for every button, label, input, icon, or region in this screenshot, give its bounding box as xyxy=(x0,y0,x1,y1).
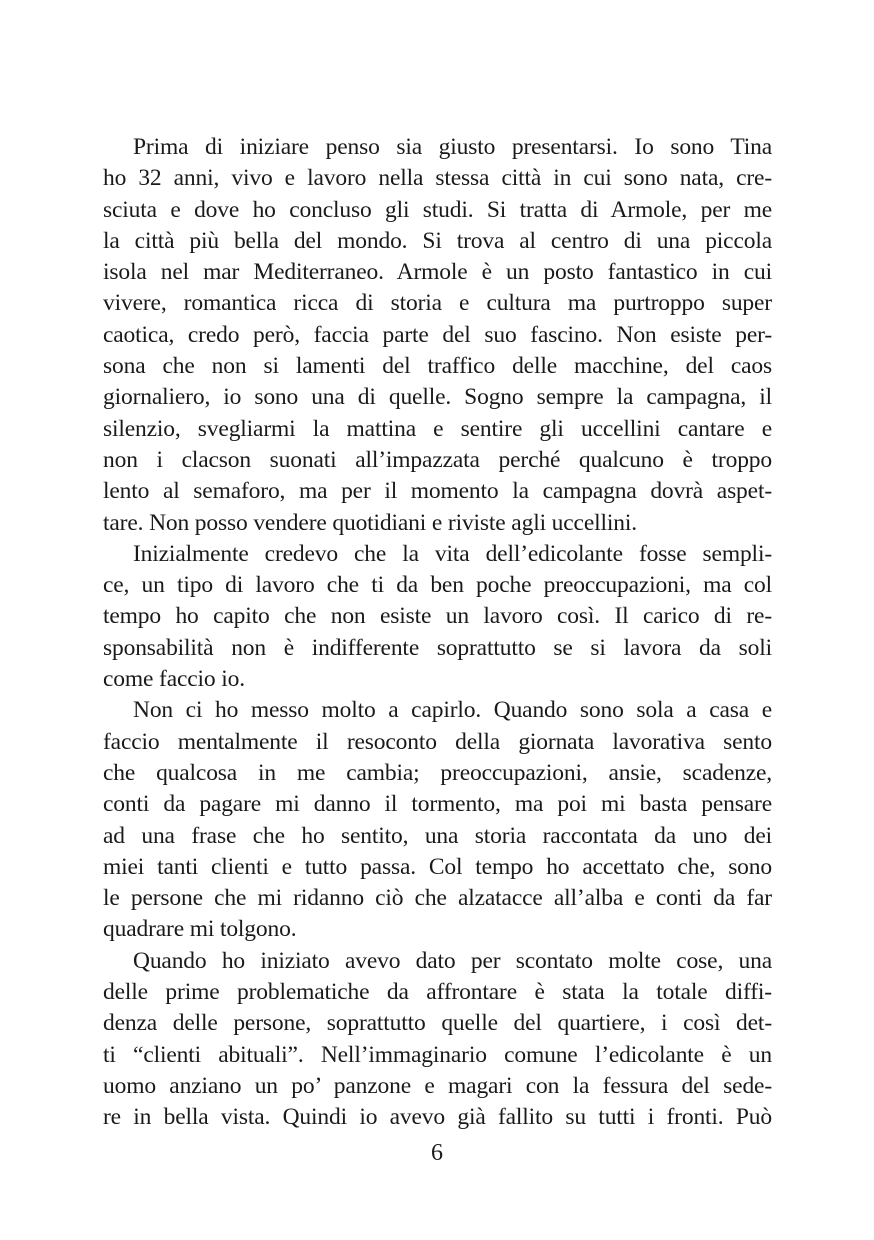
text-line: quadrare mi tolgono. xyxy=(103,916,297,943)
text-line: non i clacson suonati all’impazzata perché qualcuno è troppo xyxy=(103,446,772,473)
body-text xyxy=(103,132,772,1134)
text-line: tempo ho capito che non esiste un lavoro così. Il carico di re- xyxy=(103,603,772,630)
text-line: ad una frase che ho sentito, una storia raccontata da uno dei xyxy=(103,822,772,849)
text-line: re in bella vista. Quindi io avevo già fallito su tutti i fronti. Può xyxy=(103,1104,772,1131)
text-line: ce, un tipo di lavoro che ti da ben poche preoccupazioni, ma col xyxy=(103,572,772,599)
paragraph xyxy=(103,539,772,695)
text-line: isola nel mar Mediterraneo. Armole è un posto fantastico in cui xyxy=(103,259,772,286)
text-line: ti “clienti abituali”. Nell’immaginario comune l’edicolante è un xyxy=(103,1041,772,1068)
text-line: giornaliero, io sono una di quelle. Sogno sempre la campagna, il xyxy=(103,384,772,411)
text-line: le persone che mi ridanno ciò che alzatacce all’alba e conti da far xyxy=(103,885,772,912)
text-line: che qualcosa in me cambia; preoccupazioni, ansie, scadenze, xyxy=(103,759,772,786)
text-line: miei tanti clienti e tutto passa. Col tempo ho accettato che, sono xyxy=(103,853,772,880)
text-line: la città più bella del mondo. Si trova al centro di una piccola xyxy=(103,227,772,254)
paragraph xyxy=(103,695,772,945)
paragraph xyxy=(103,132,772,539)
page-number: 6 xyxy=(431,1140,443,1166)
text-line: sciuta e dove ho concluso gli studi. Si tratta di Armole, per me xyxy=(103,196,772,223)
text-line: ho 32 anni, vivo e lavoro nella stessa città in cui sono nata, cre- xyxy=(103,165,772,192)
text-line: caotica, credo però, faccia parte del suo fascino. Non esiste per- xyxy=(103,321,772,348)
text-line: Inizialmente credevo che la vita dell’edicolante fosse sempli- xyxy=(133,540,772,567)
text-line: sona che non si lamenti del traffico delle macchine, del caos xyxy=(103,353,772,380)
text-line: silenzio, svegliarmi la mattina e sentire gli uccellini cantare e xyxy=(103,415,772,442)
text-line: Quando ho iniziato avevo dato per scontato molte cose, una xyxy=(133,947,772,974)
text-line: come faccio io. xyxy=(103,666,245,693)
text-line: conti da pagare mi danno il tormento, ma poi mi basta pensare xyxy=(103,791,772,818)
text-line: delle prime problematiche da affrontare è stata la totale diffi- xyxy=(103,979,772,1006)
text-line: uomo anziano un po’ panzone e magari con la fessura del sede- xyxy=(103,1072,772,1099)
text-line: faccio mentalmente il resoconto della giornata lavorativa sento xyxy=(103,728,772,755)
text-line: Prima di iniziare penso sia giusto presentarsi. Io sono Tina xyxy=(133,134,772,160)
text-line: tare. Non posso vendere quotidiani e riviste agli uccellini. xyxy=(103,509,637,536)
text-line: denza delle persone, soprattutto quelle del quartiere, i così det- xyxy=(103,1010,772,1037)
text-line: Non ci ho messo molto a capirlo. Quando sono sola a casa e xyxy=(133,697,772,724)
text-line: sponsabilità non è indifferente soprattutto se si lavora da soli xyxy=(103,634,772,661)
paragraph xyxy=(103,946,772,1134)
text-line: vivere, romantica ricca di storia e cultura ma purtroppo super xyxy=(103,290,772,317)
text-line: lento al semaforo, ma per il momento la campagna dovrà aspet- xyxy=(103,478,772,505)
